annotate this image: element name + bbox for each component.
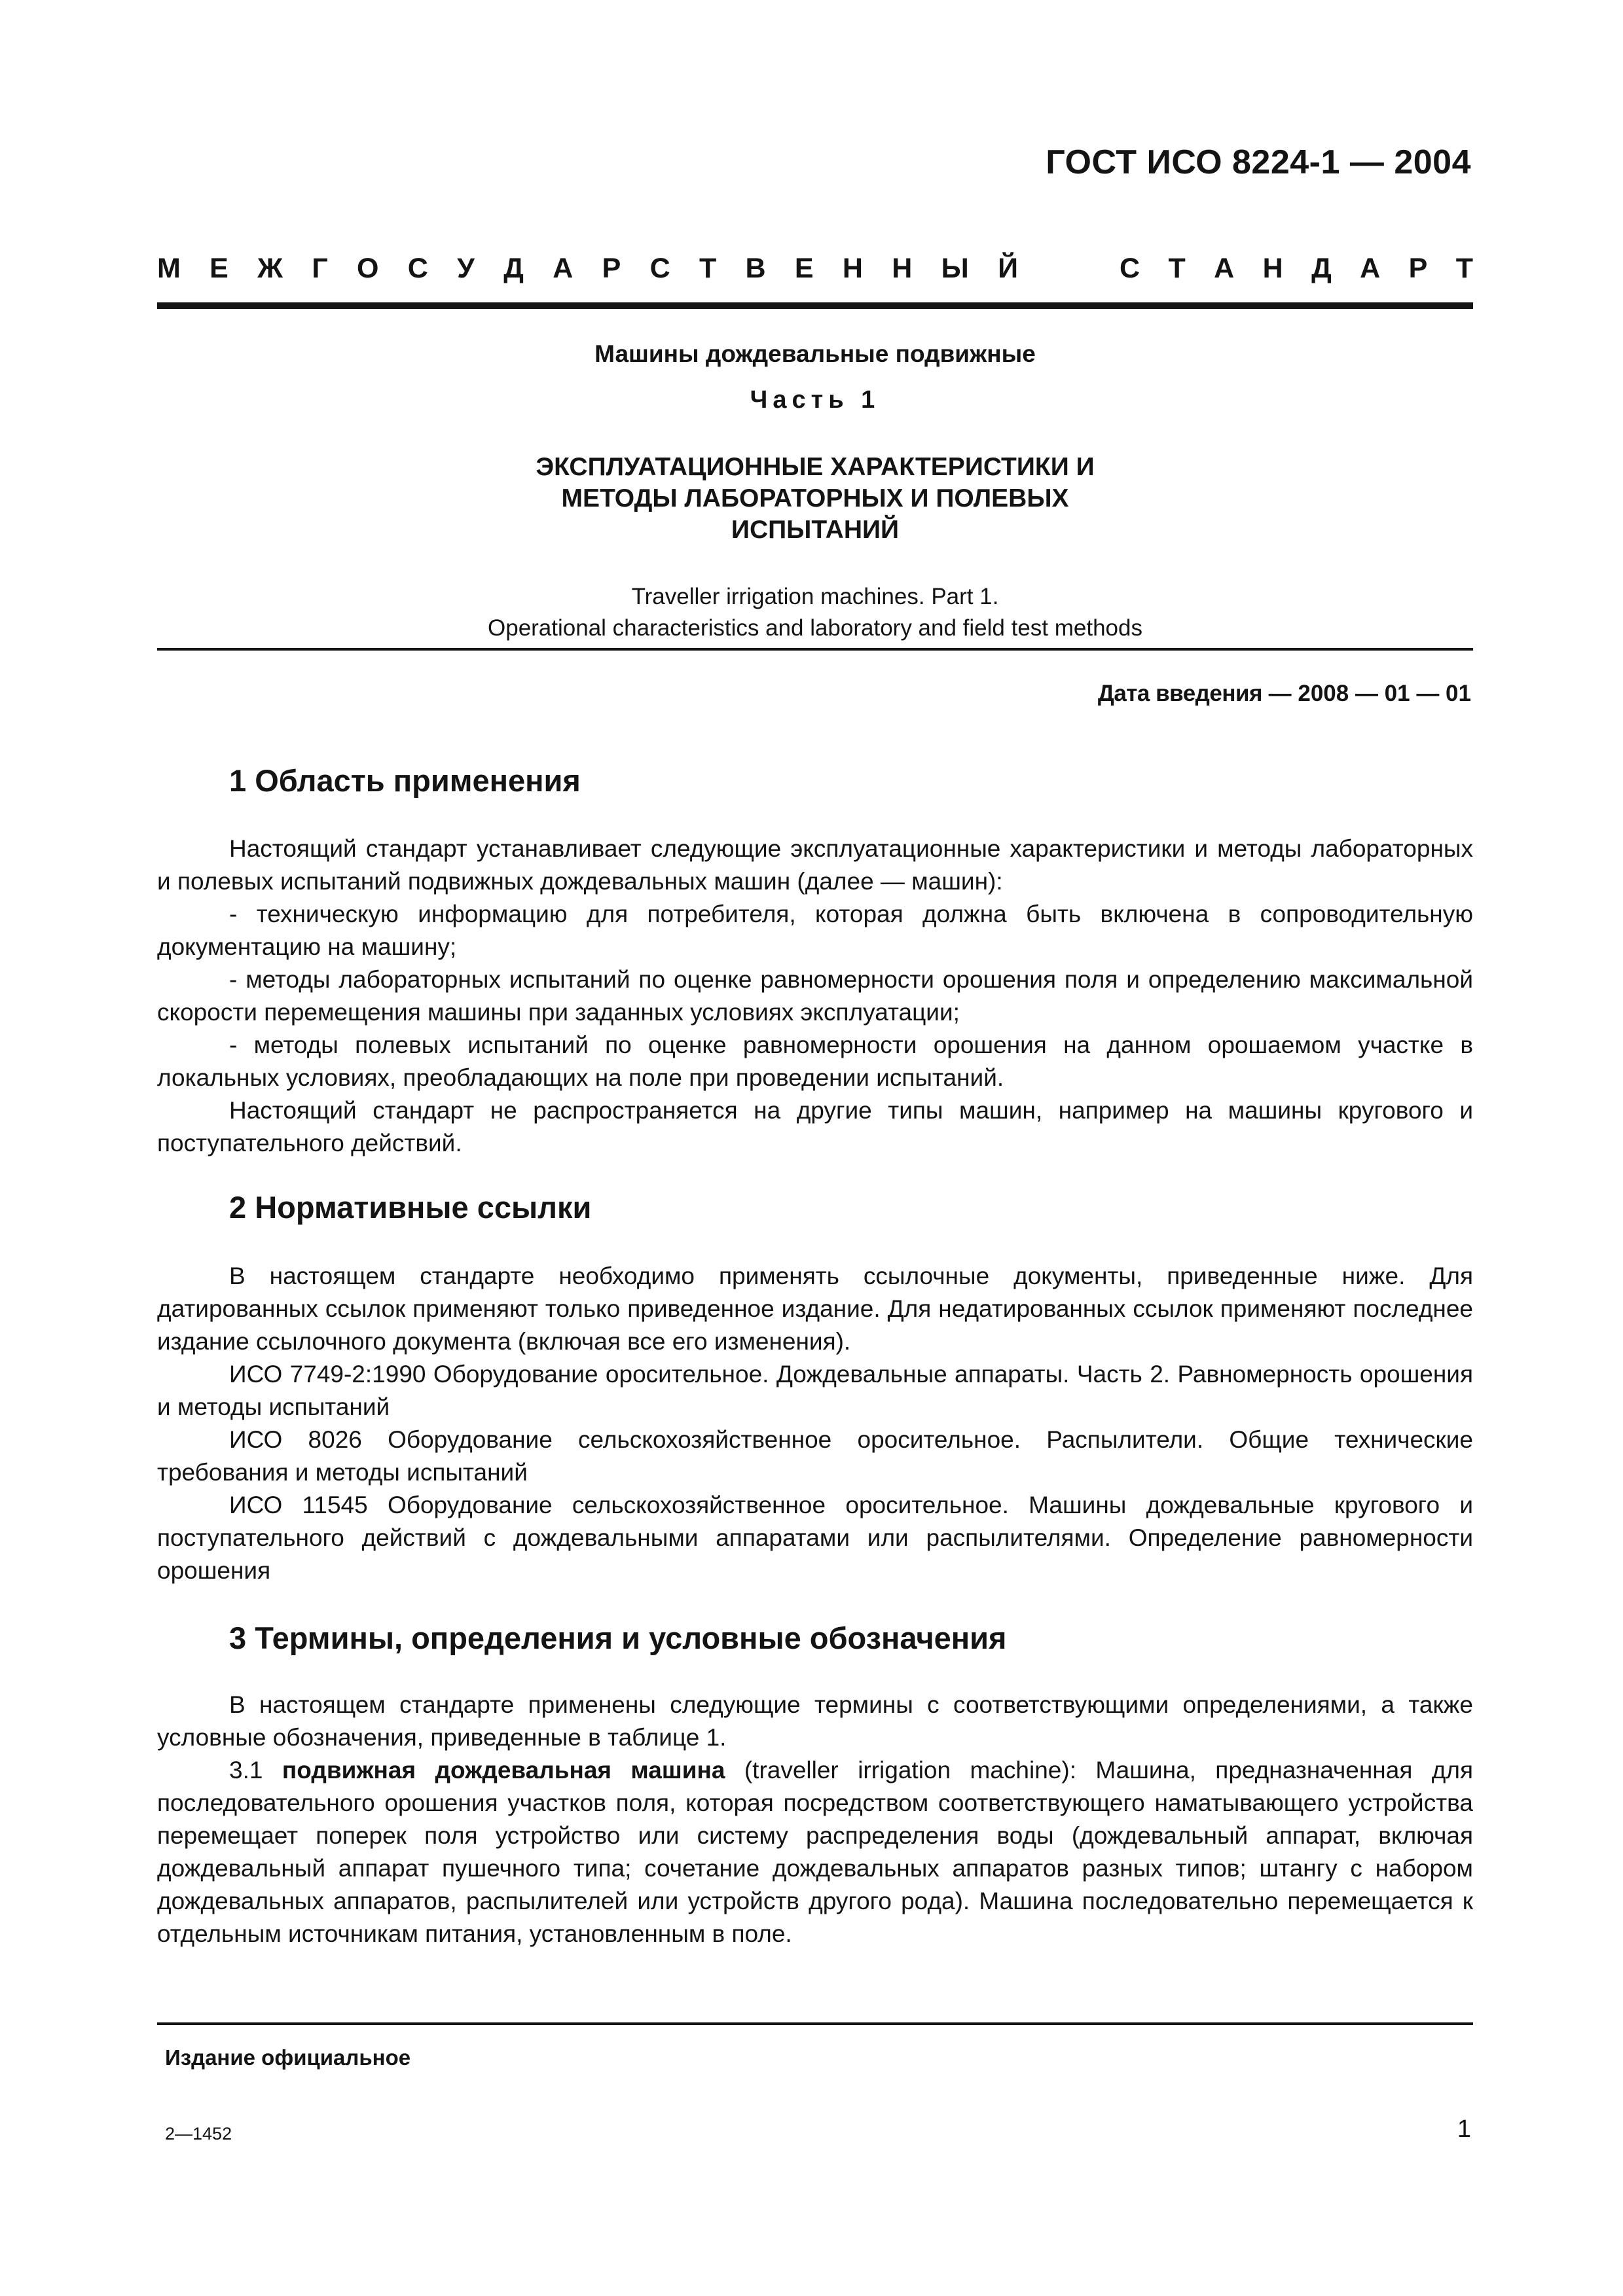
section-body-references — [157, 1260, 1473, 1587]
page-number: 1 — [1457, 2115, 1471, 2143]
section-body-terms — [157, 1689, 1473, 1950]
document-subtitle: Машины дождевальные подвижные — [594, 340, 1036, 367]
term-number: 3.1 — [229, 1757, 282, 1784]
title-line: ИСПЫТАНИЙ — [731, 516, 900, 544]
paragraph: В настоящем стандарте применены следующие термины с соответствующими определениями, а также условные обозначения, приведенные в таблице 1. — [157, 1691, 1473, 1751]
print-code: 2—1452 — [165, 2124, 232, 2144]
banner-letter: Ы — [941, 253, 969, 284]
banner-letter: Г — [312, 253, 328, 284]
section-heading-terms: 3 Термины, определения и условные обозначения — [229, 1621, 1007, 1655]
banner-letter: Т — [1455, 253, 1473, 284]
banner-letter: С — [649, 253, 670, 284]
document-title — [157, 452, 1473, 546]
paragraph: ИСО 11545 Оборудование сельскохозяйственное оросительное. Машины дождевальные кругового и поступательного действий с дождевальными аппаратами или распылителями. Определение равномерности орошения — [157, 1492, 1473, 1584]
introduction-date — [1098, 681, 1471, 707]
banner-letter: М — [157, 253, 181, 284]
english-title-line: Traveller irrigation machines. Part 1. — [631, 584, 999, 609]
term-text: (traveller irrigation machine): Машина, предназначенная для последовательного орошения участков поля, которая посредством соответствующего наматывающего устройства перемещает поперек поля устройство или систему распределения воды (дождевальный аппарат, включая дождевальный аппарат пушечного типа; сочетание дождевальных аппаратов разных типов; штангу с набором дождевальных аппаратов, распылителей или устройств другого рода). Машина последовательно перемещается к отдельным источникам питания, установленным в поле. — [157, 1757, 1474, 1947]
banner-letter: А — [1214, 253, 1235, 284]
paragraph: Настоящий стандарт не распространяется на другие типы машин, например на машины кругового и поступательного действий. — [157, 1097, 1473, 1157]
banner-letter: Т — [1168, 253, 1186, 284]
document-code: ГОСТ ИСО 8224-1 — 2004 — [1046, 143, 1471, 181]
banner-letter: Н — [1262, 253, 1283, 284]
document-part: Часть 1 — [750, 386, 881, 414]
paragraph: В настоящем стандарте необходимо применять ссылочные документы, приведенные ниже. Для датированных ссылок применяют только приведенное издание. Для недатированных ссылок применяют последнее издание ссылочного документа (включая все его изменения). — [157, 1263, 1473, 1355]
banner-letter: А — [553, 253, 574, 284]
banner-letter: Н — [842, 253, 863, 284]
banner-letter: В — [745, 253, 766, 284]
title-rule — [157, 648, 1473, 651]
title-line: ЭКСПЛУАТАЦИОННЫЕ ХАРАКТЕРИСТИКИ И — [536, 453, 1095, 481]
banner-letter: Р — [602, 253, 621, 284]
section-heading-references: 2 Нормативные ссылки — [229, 1190, 592, 1225]
banner-letter: Н — [892, 253, 913, 284]
footer-rule — [157, 2022, 1473, 2025]
banner-letter: А — [1360, 253, 1381, 284]
english-title — [157, 581, 1473, 644]
title-line: МЕТОДЫ ЛАБОРАТОРНЫХ И ПОЛЕВЫХ — [561, 484, 1069, 512]
banner-letter: О — [357, 253, 379, 284]
paragraph: ИСО 7749-2:1990 Оборудование оросительное. Дождевальные аппараты. Часть 2. Равномерность орошения и методы испытаний — [157, 1361, 1473, 1420]
term-definition — [157, 1754, 1473, 1950]
banner-letter: Е — [794, 253, 814, 284]
banner-letter: С — [1120, 253, 1140, 284]
introduction-date-label: Дата введения — [1097, 681, 1262, 706]
banner-letter: С — [407, 253, 428, 284]
paragraph: - методы лабораторных испытаний по оценке равномерности орошения поля и определению максимальной скорости перемещения машины при заданных условиях эксплуатации; — [157, 966, 1473, 1026]
paragraph: - методы полевых испытаний по оценке равномерности орошения на данном орошаемом участке в локальных условиях, преобладающих на поле при проведении испытаний. — [157, 1031, 1473, 1091]
standard-banner — [157, 253, 1473, 285]
banner-letter: Р — [1408, 253, 1428, 284]
banner-word-interstate — [157, 253, 1018, 285]
section-body-scope — [157, 833, 1473, 1160]
section-heading-scope: 1 Область применения — [229, 763, 581, 798]
banner-letter: Е — [210, 253, 228, 284]
banner-letter: Д — [1311, 253, 1332, 284]
banner-letter: Й — [998, 253, 1018, 284]
paragraph: Настоящий стандарт устанавливает следующие эксплуатационные характеристики и методы лабораторных и полевых испытаний подвижных дождевальных машин (далее — машин): — [157, 835, 1473, 895]
banner-letter: Т — [699, 253, 717, 284]
banner-word-standard — [1120, 253, 1473, 285]
term-name: подвижная дождевальная машина — [282, 1757, 725, 1784]
introduction-date-value: — 2008 — 01 — 01 — [1262, 681, 1471, 706]
banner-letter: У — [457, 253, 475, 284]
paragraph: - техническую информацию для потребителя, которая должна быть включена в сопроводительную документацию на машину; — [157, 901, 1473, 960]
paragraph: ИСО 8026 Оборудование сельскохозяйственное оросительное. Распылители. Общие технические требования и методы испытаний — [157, 1426, 1473, 1486]
official-edition-label: Издание официальное — [165, 2045, 411, 2070]
english-title-line: Operational characteristics and laboratory and field test methods — [488, 615, 1142, 641]
banner-letter: Д — [503, 253, 524, 284]
header-rule — [157, 302, 1473, 309]
banner-letter: Ж — [257, 253, 283, 284]
